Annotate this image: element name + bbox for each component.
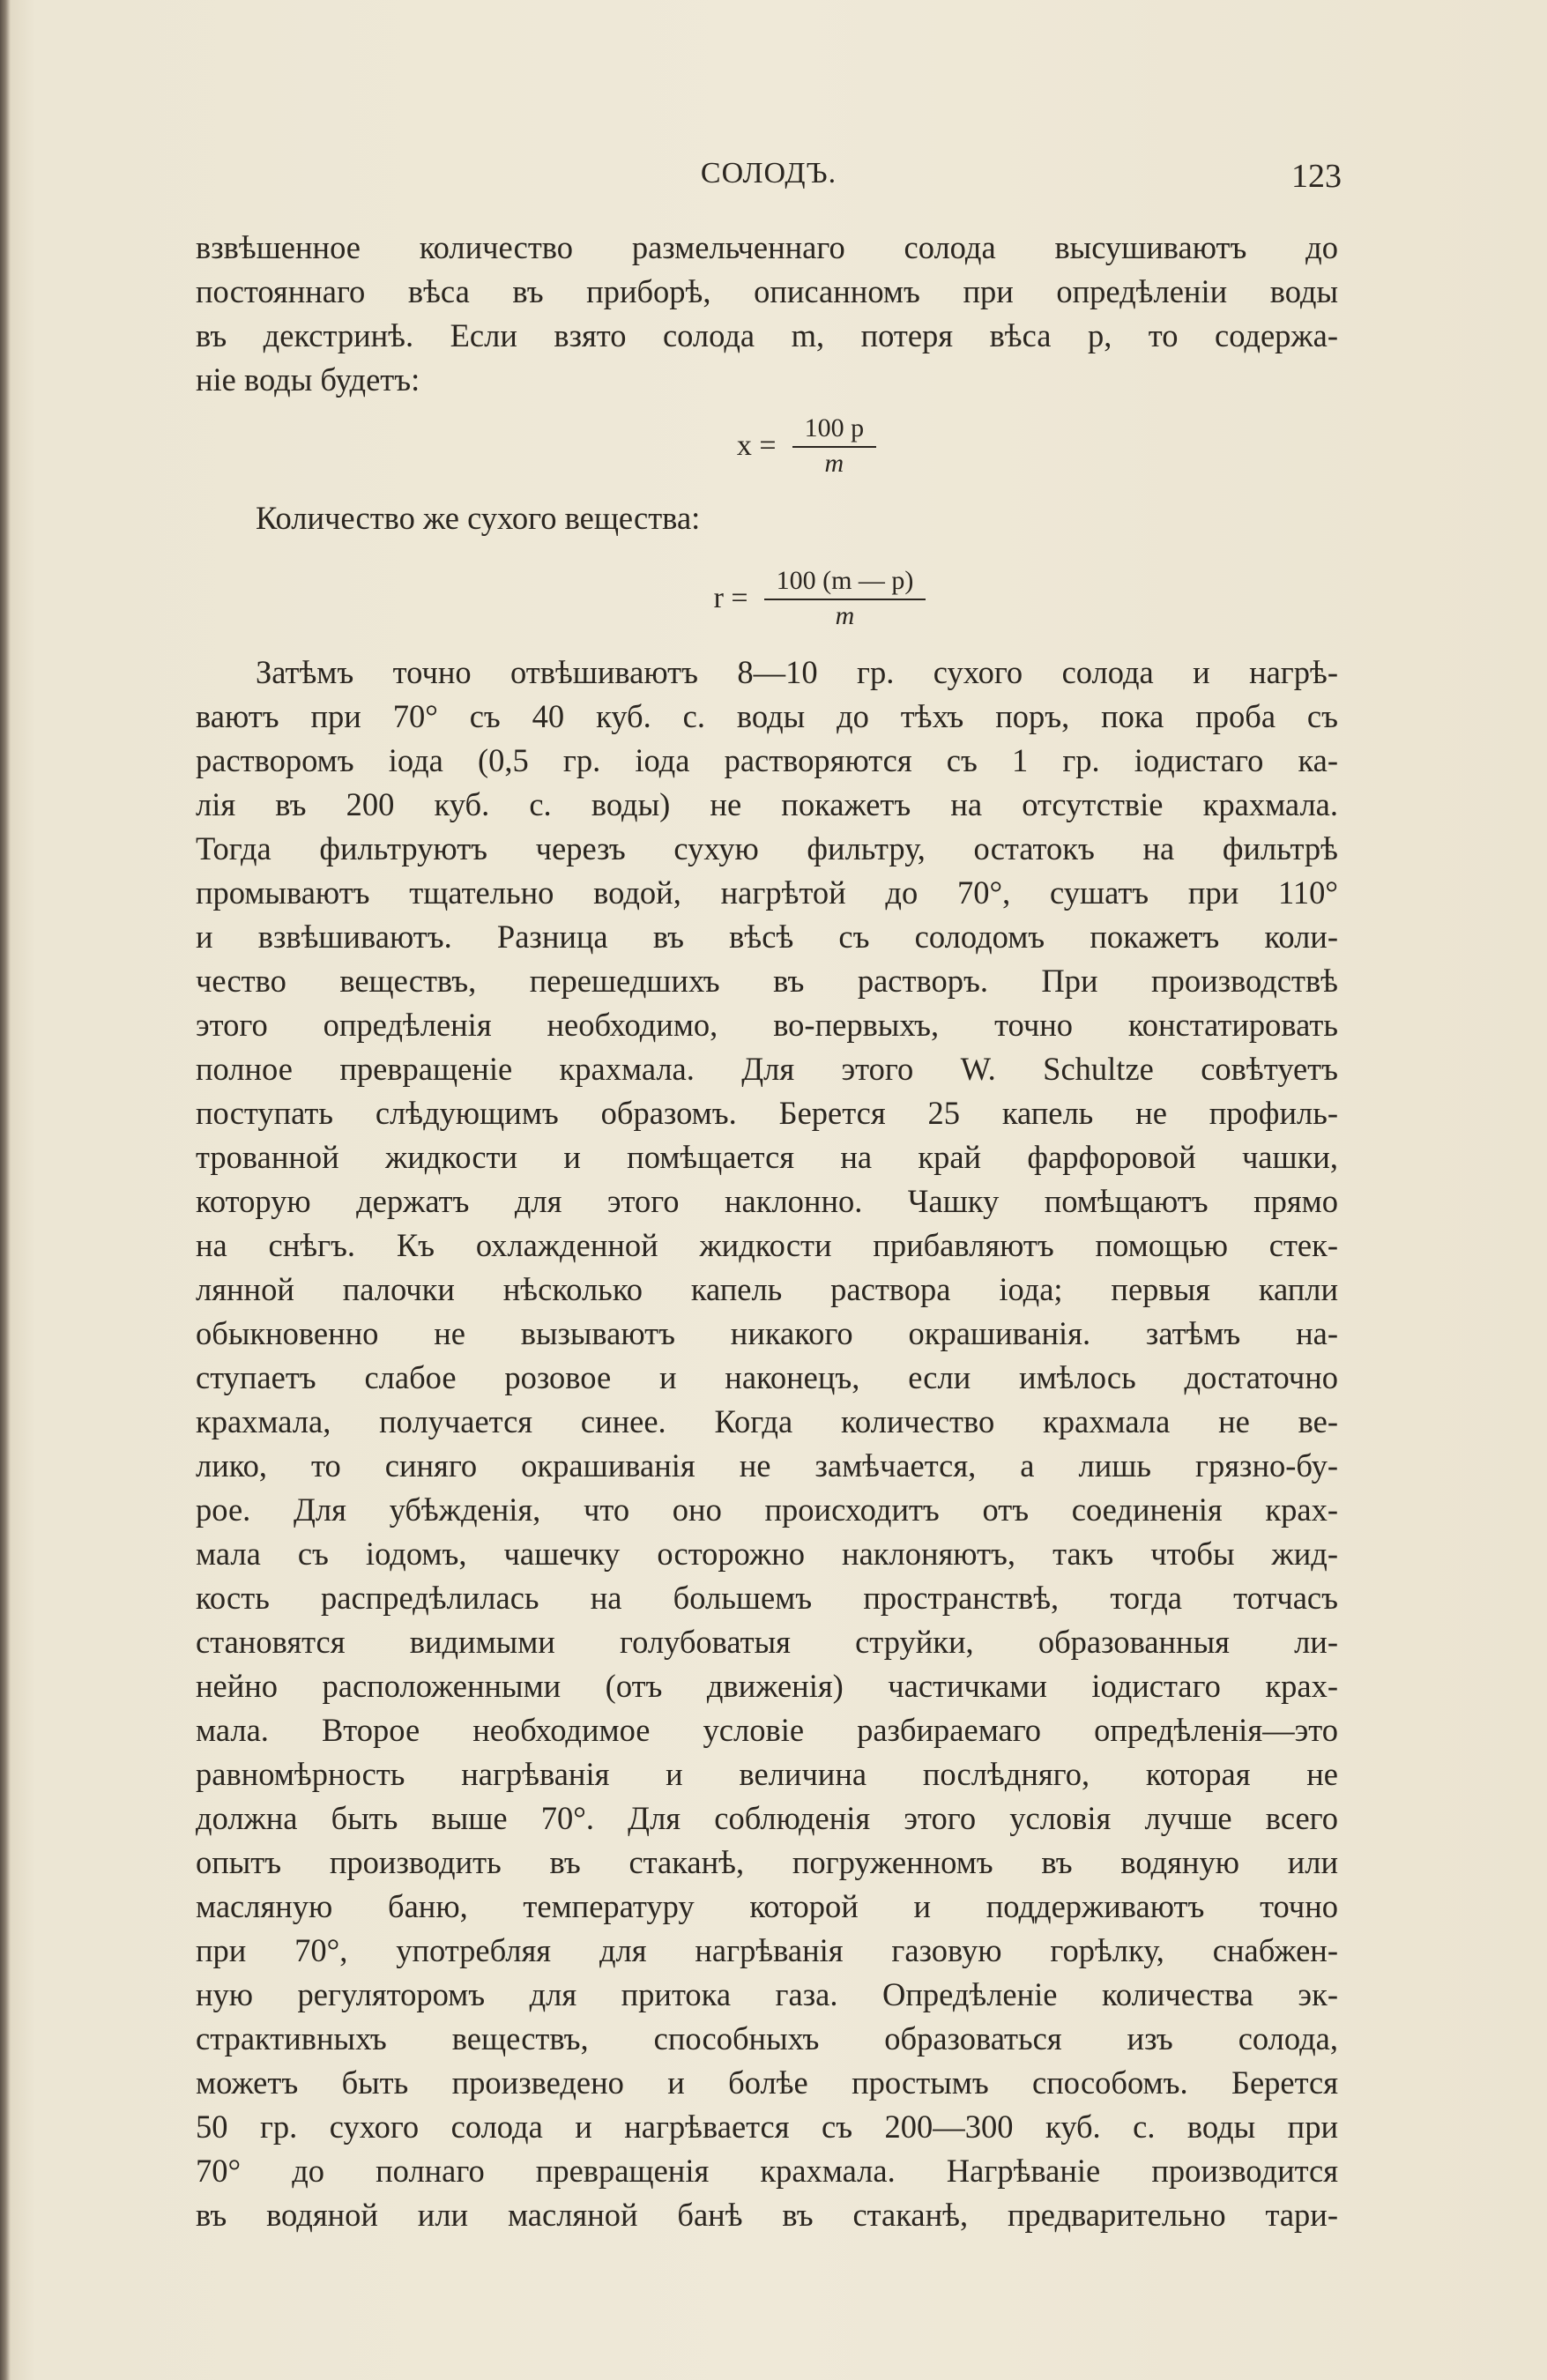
text-line: становятся видимыми голубоватыя струйки, образованныя ли- xyxy=(196,1624,1338,1660)
fraction xyxy=(764,565,926,632)
text-line: кость распредѣлилась на большемъ пространствѣ, тогда тотчасъ xyxy=(196,1580,1338,1616)
text-line: промываютъ тщательно водой, нагрѣтой до 70°, сушатъ при 110° xyxy=(196,874,1338,911)
formula-lhs: x = xyxy=(736,429,777,462)
text-line: лія въ 200 куб. с. воды) не покажетъ на отсутствіе крахмала. xyxy=(196,786,1338,822)
text-line: полное превращеніе крахмала. Для этого W. Schultze совѣтуетъ xyxy=(196,1051,1338,1087)
text-line: этого опредѣленія необходимо, во-первыхъ, точно констатировать xyxy=(196,1007,1338,1043)
text-line: можетъ быть произведено и болѣе простымъ способомъ. Берется xyxy=(196,2064,1338,2101)
text-line: крахмала, получается синее. Когда количество крахмала не ве- xyxy=(196,1403,1338,1439)
text-line: которую держатъ для этого наклонно. Чашку помѣщаютъ прямо xyxy=(196,1183,1338,1219)
text-line: нейно расположенными (отъ движенія) частичками іодистаго крах- xyxy=(196,1668,1338,1704)
page-body xyxy=(196,226,1338,2237)
text-line: растворомъ іода (0,5 гр. іода растворяются съ 1 гр. іодистаго ка- xyxy=(196,742,1338,778)
page-header xyxy=(196,157,1342,201)
text-line: масляную баню, температуру которой и поддерживаютъ точно xyxy=(196,1888,1338,1924)
text-line: при 70°, употребляя для нагрѣванія газовую горѣлку, снабжен- xyxy=(196,1932,1338,1968)
text-line: Количество же сухого вещества: xyxy=(256,500,701,536)
text-line: 70° до полнаго превращенія крахмала. Нагрѣваніе производится xyxy=(196,2153,1338,2189)
text-line: постояннаго вѣса въ приборѣ, описанномъ при опредѣленіи воды xyxy=(196,273,1338,309)
text-line: 50 гр. сухого солода и нагрѣвается съ 200—300 куб. с. воды при xyxy=(196,2109,1338,2145)
text-line: на снѣгъ. Къ охлажденной жидкости прибавляютъ помощью стек- xyxy=(196,1227,1338,1263)
text-line: Тогда фильтруютъ черезъ сухую фильтру, остатокъ на фильтрѣ xyxy=(196,830,1338,866)
text-line: равномѣрность нагрѣванія и величина послѣдняго, которая не xyxy=(196,1756,1338,1792)
running-title: СОЛОДЪ. xyxy=(700,157,837,190)
text-line: обыкновенно не вызываютъ никакого окрашиванія. затѣмъ на- xyxy=(196,1315,1338,1351)
formula-dry-matter xyxy=(301,547,1338,651)
page-number: 123 xyxy=(1291,158,1342,195)
text-line: ступаетъ слабое розовое и наконецъ, если имѣлось достаточно xyxy=(196,1359,1338,1395)
text-line: мала съ іодомъ, чашечку осторожно наклоняютъ, такъ чтобы жид- xyxy=(196,1536,1338,1572)
text-line: чество веществъ, перешедшихъ въ растворъ. При производствѣ xyxy=(196,963,1338,999)
text-line: и взвѣшиваютъ. Разница въ вѣсѣ съ солодомъ покажетъ коли- xyxy=(196,919,1338,955)
text-line: трованной жидкости и помѣщается на край фарфоровой чашки, xyxy=(196,1139,1338,1175)
text-line: страктивныхъ веществъ, способныхъ образоваться изъ солода, xyxy=(196,2020,1338,2056)
text-line: ную регуляторомъ для притока газа. Опредѣленіе количества эк- xyxy=(196,1976,1338,2012)
text-line: лянной палочки нѣсколько капель раствора іода; первыя капли xyxy=(196,1271,1338,1307)
text-line: ніе воды будетъ: xyxy=(196,361,420,398)
text-line: опытъ производить въ стаканѣ, погруженномъ въ водяную или xyxy=(196,1844,1338,1880)
text-line: лико, то синяго окрашиванія не замѣчается, а лишь грязно-бу- xyxy=(196,1447,1338,1484)
formula-lhs: r = xyxy=(713,582,748,614)
text-line: взвѣшенное количество размельченнаго солода высушиваютъ до xyxy=(196,229,1338,265)
text-line: должна быть выше 70°. Для соблюденія этого условія лучше всего xyxy=(196,1800,1338,1836)
fraction-denominator: m xyxy=(835,601,855,630)
text-line: въ водяной или масляной банѣ въ стаканѣ, предварительно тари- xyxy=(196,2197,1338,2233)
binding-edge xyxy=(0,0,11,2380)
text-line: ваютъ при 70° съ 40 куб. с. воды до тѣхъ поръ, пока проба съ xyxy=(196,698,1338,734)
text-line: мала. Второе необходимое условіе разбираемаго опредѣленія—это xyxy=(196,1712,1338,1748)
text-line: въ декстринѣ. Если взято солода m, потеря вѣса p, то содержа- xyxy=(196,317,1338,353)
text-line: Затѣмъ точно отвѣшиваютъ 8—10 гр. сухого солода и нагрѣ- xyxy=(256,654,1338,690)
text-line: рое. Для убѣжденія, что оно происходитъ отъ соединенія крах- xyxy=(196,1491,1338,1528)
fraction-denominator: m xyxy=(824,449,844,478)
fraction-numerator: 100 p xyxy=(792,413,877,448)
fraction xyxy=(792,413,877,480)
fraction-numerator: 100 (m — p) xyxy=(764,565,926,600)
text-line: поступать слѣдующимъ образомъ. Берется 25 капель не профиль- xyxy=(196,1095,1338,1131)
formula-water-content xyxy=(275,402,1338,490)
